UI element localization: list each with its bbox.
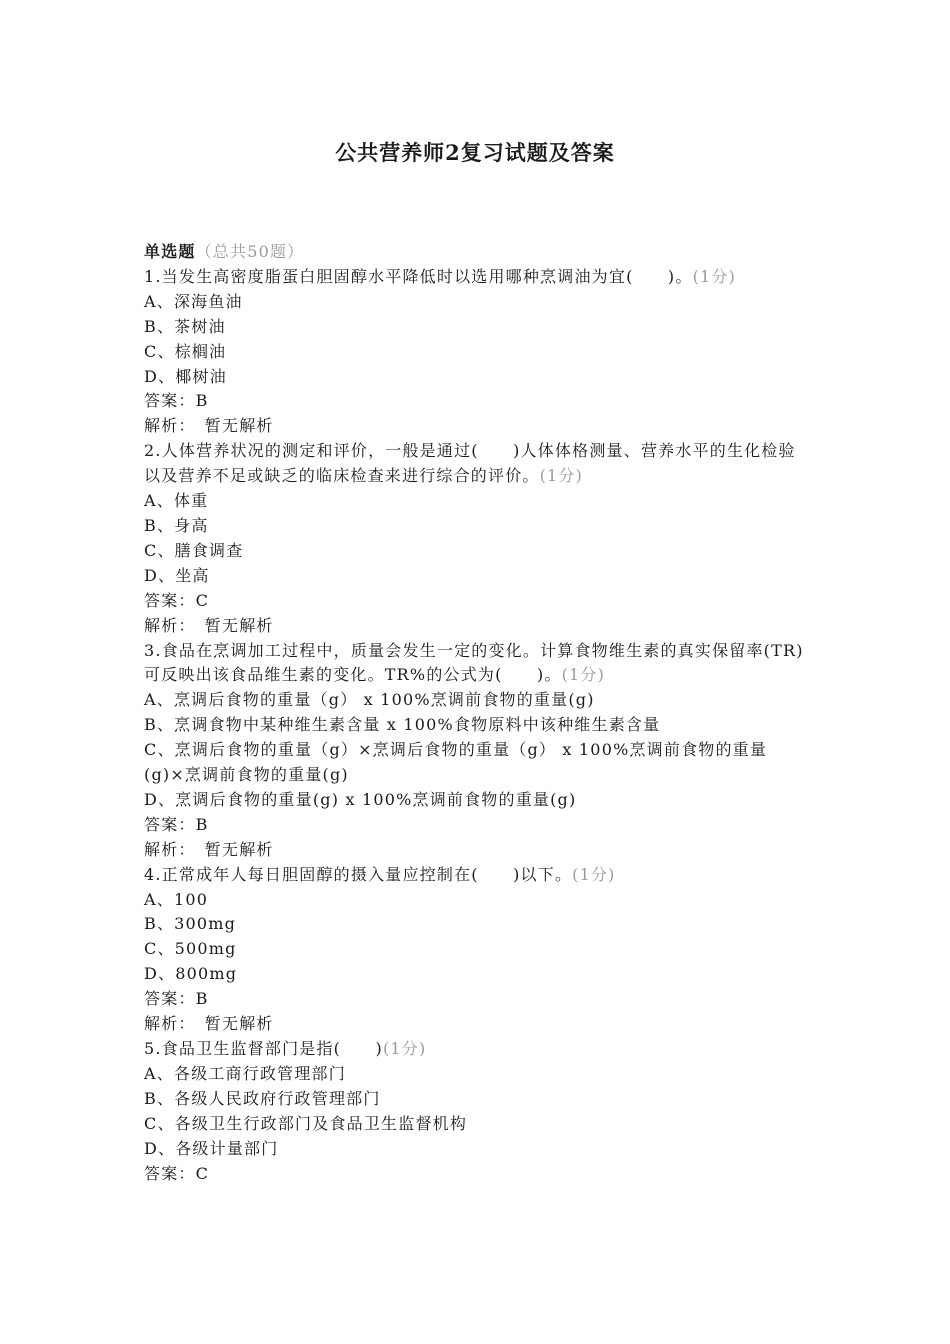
section-label: 单选题 — [144, 242, 196, 261]
question-5 — [144, 1037, 804, 1186]
section-count: （总共50题） — [195, 242, 305, 261]
question-1 — [144, 265, 804, 439]
option-a: A、体重 — [144, 491, 209, 511]
option-a: A、各级工商行政管理部门 — [144, 1063, 346, 1083]
option-c: C、500mg — [144, 939, 237, 959]
question-stem — [144, 863, 804, 888]
option-c: C、各级卫生行政部门及食品卫生监督机构 — [144, 1113, 468, 1133]
question-score: (1分) — [572, 864, 616, 884]
option-d: D、椰树油 — [144, 366, 227, 386]
answer: 答案：B — [144, 989, 209, 1009]
option-b: B、300mg — [144, 914, 237, 934]
section-header — [144, 240, 804, 265]
option-d: D、各级计量部门 — [144, 1138, 279, 1158]
answer: 答案：C — [144, 1163, 210, 1183]
question-score: (1分) — [692, 266, 737, 286]
answer: 答案：B — [144, 814, 209, 834]
question-text: 5.食品卫生监督部门是指( ) — [144, 1039, 383, 1058]
question-score: (1分) — [539, 466, 584, 486]
option-d: D、烹调后食物的重量(g) x 100%烹调前食物的重量(g) — [144, 789, 577, 809]
question-stem — [144, 265, 804, 290]
analysis: 解析： 暂无解析 — [144, 615, 274, 635]
question-4 — [144, 863, 804, 1037]
option-d: D、800mg — [144, 964, 238, 984]
question-stem — [144, 439, 804, 489]
question-list — [144, 240, 804, 1186]
option-a: A、烹调后食物的重量（g） x 100%烹调前食物的重量(g) — [144, 690, 595, 710]
question-text: 1.当发生高密度脂蛋白胆固醇水平降低时以选用哪种烹调油为宜( )。 — [144, 266, 693, 286]
option-c: C、棕榈油 — [144, 341, 227, 361]
option-c: C、烹调后食物的重量（g）×烹调后食物的重量（g） x 100%烹调前食物的重量(g)×烹调前食物的重量(g) — [144, 740, 768, 785]
analysis: 解析： 暂无解析 — [144, 1014, 274, 1034]
option-b: B、烹调食物中某种维生素含量 x 100%食物原料中该种维生素含量 — [144, 715, 661, 735]
question-score: (1分) — [382, 1039, 427, 1058]
question-text: 3.食品在烹调加工过程中，质量会发生一定的变化。计算食物维生素的真实保留率(TR)可反映出该食品维生素的变化。TR%的公式为( )。 — [144, 640, 804, 685]
option-b: B、茶树油 — [144, 316, 226, 336]
question-score: (1分) — [561, 665, 606, 685]
analysis: 解析： 暂无解析 — [144, 839, 274, 859]
option-a: A、深海鱼油 — [144, 291, 243, 311]
question-text: 2.人体营养状况的测定和评价，一般是通过( )人体体格测量、营养水平的生化检验以及营养不足或缺乏的临床检查来进行综合的评价。 — [144, 441, 796, 486]
option-a: A、100 — [144, 889, 209, 909]
analysis: 解析： 暂无解析 — [144, 416, 274, 436]
question-stem — [144, 1037, 804, 1062]
option-b: B、各级人民政府行政管理部门 — [144, 1088, 381, 1108]
answer: 答案：B — [144, 391, 209, 411]
option-d: D、坐高 — [144, 565, 210, 585]
option-b: B、身高 — [144, 515, 209, 535]
question-3 — [144, 639, 804, 863]
document-title: 公共营养师2复习试题及答案 — [335, 140, 615, 165]
option-c: C、膳食调查 — [144, 540, 244, 560]
answer: 答案：C — [144, 590, 210, 610]
question-2 — [144, 439, 804, 638]
question-text: 4.正常成年人每日胆固醇的摄入量应控制在( )以下。 — [144, 864, 573, 884]
question-stem — [144, 639, 804, 689]
